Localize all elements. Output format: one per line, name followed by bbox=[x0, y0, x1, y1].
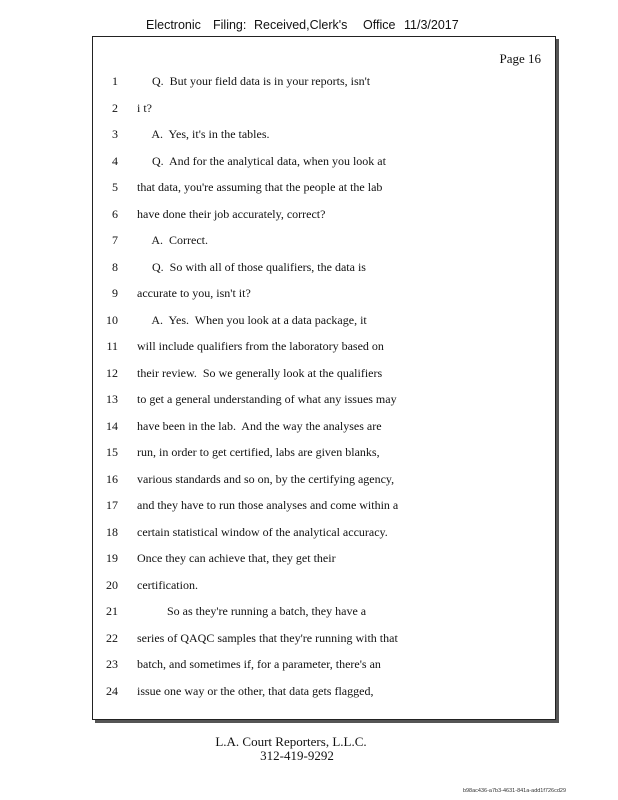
transcript-line bbox=[93, 334, 555, 361]
transcript-line bbox=[93, 520, 555, 547]
line-text: i t? bbox=[137, 100, 152, 115]
line-text: A. Yes, it's in the tables. bbox=[137, 127, 270, 141]
line-number: 13 bbox=[106, 392, 118, 406]
line-text: Q. And for the analytical data, when you look at bbox=[137, 153, 386, 168]
transcript-line bbox=[93, 149, 555, 176]
line-number: 8 bbox=[112, 259, 118, 274]
transcript-line bbox=[93, 308, 555, 335]
transcript-line bbox=[93, 573, 555, 600]
line-number: 17 bbox=[106, 498, 118, 512]
transcript-line bbox=[93, 467, 555, 494]
transcript-line bbox=[93, 255, 555, 282]
filing-header-word-electronic: Electronic bbox=[146, 18, 201, 32]
line-text: various standards and so on, by the certifying agency, bbox=[137, 471, 395, 486]
line-text: run, in order to get certified, labs are given blanks, bbox=[137, 445, 380, 459]
footer-phone: 312-419-9292 bbox=[260, 748, 334, 763]
filing-header-word-office: Office bbox=[363, 18, 396, 32]
line-number: 2 bbox=[112, 100, 118, 115]
transcript-line bbox=[93, 96, 555, 123]
line-number: 23 bbox=[106, 657, 118, 671]
line-text: and they have to run those analyses and come within a bbox=[137, 498, 399, 512]
document-id: b98ac436-a7b3-4631-841a-add1f726cd29 bbox=[462, 788, 566, 794]
line-number: 24 bbox=[106, 683, 118, 698]
line-text: batch, and sometimes if, for a parameter, there's an bbox=[137, 657, 381, 671]
line-text: to get a general understanding of what any issues may bbox=[137, 392, 397, 406]
line-number: 1 bbox=[112, 74, 118, 88]
transcript-line bbox=[93, 69, 555, 96]
line-text: A. Correct. bbox=[137, 233, 208, 247]
line-number: 22 bbox=[106, 630, 118, 645]
line-text: So as they're running a batch, they have a bbox=[137, 604, 367, 618]
transcript-page bbox=[92, 36, 556, 720]
filing-header-word-filing: Filing: bbox=[213, 18, 247, 32]
filing-header-word-received: Received,Clerk's bbox=[254, 18, 348, 32]
line-number: 7 bbox=[112, 233, 118, 247]
transcript-line bbox=[93, 387, 555, 414]
line-text: A. Yes. When you look at a data package, it bbox=[137, 312, 367, 327]
line-number: 19 bbox=[106, 551, 118, 565]
line-number: 10 bbox=[106, 312, 118, 327]
line-text: issue one way or the other, that data gets flagged, bbox=[137, 683, 374, 698]
transcript-line bbox=[93, 493, 555, 520]
line-number: 18 bbox=[106, 524, 118, 539]
transcript-line bbox=[93, 175, 555, 202]
line-number: 14 bbox=[106, 418, 118, 433]
line-text: have done their job accurately, correct? bbox=[137, 206, 326, 221]
line-text: that data, you're assuming that the people at the lab bbox=[137, 180, 383, 194]
transcript-line bbox=[93, 440, 555, 467]
line-text: certification. bbox=[137, 577, 198, 592]
line-text: will include qualifiers from the laboratory based on bbox=[137, 339, 384, 353]
line-number: 11 bbox=[106, 339, 118, 353]
line-text: Once they can achieve that, they get their bbox=[137, 551, 336, 565]
transcript-line bbox=[93, 228, 555, 255]
transcript-line bbox=[93, 122, 555, 149]
transcript-line bbox=[93, 626, 555, 653]
line-number: 3 bbox=[112, 127, 118, 141]
transcript-line bbox=[93, 652, 555, 679]
line-number: 9 bbox=[112, 286, 118, 300]
line-text: have been in the lab. And the way the analyses are bbox=[137, 418, 382, 433]
transcript-line bbox=[93, 202, 555, 229]
transcript-lines bbox=[93, 69, 555, 705]
line-text: Q. But your field data is in your reports, isn't bbox=[137, 74, 371, 88]
filing-header-date: 11/3/2017 bbox=[404, 18, 459, 32]
line-number: 4 bbox=[112, 153, 118, 168]
page-number: Page 16 bbox=[499, 51, 541, 66]
transcript-line bbox=[93, 546, 555, 573]
filing-header bbox=[0, 18, 618, 38]
line-number: 12 bbox=[106, 365, 118, 380]
transcript-line bbox=[93, 599, 555, 626]
line-number: 5 bbox=[112, 180, 118, 194]
line-number: 20 bbox=[106, 577, 118, 592]
line-number: 16 bbox=[106, 471, 118, 486]
transcript-line bbox=[93, 414, 555, 441]
footer-company: L.A. Court Reporters, L.L.C. bbox=[215, 734, 367, 749]
transcript-line bbox=[93, 679, 555, 706]
transcript-line bbox=[93, 361, 555, 388]
line-text: accurate to you, isn't it? bbox=[137, 286, 251, 300]
line-number: 21 bbox=[106, 604, 118, 618]
line-text: certain statistical window of the analytical accuracy. bbox=[137, 524, 388, 539]
line-text: Q. So with all of those qualifiers, the data is bbox=[137, 259, 366, 274]
line-text: series of QAQC samples that they're running with that bbox=[137, 630, 398, 645]
line-text: their review. So we generally look at the qualifiers bbox=[137, 365, 383, 380]
line-number: 6 bbox=[112, 206, 118, 221]
transcript-line bbox=[93, 281, 555, 308]
line-number: 15 bbox=[106, 445, 118, 459]
